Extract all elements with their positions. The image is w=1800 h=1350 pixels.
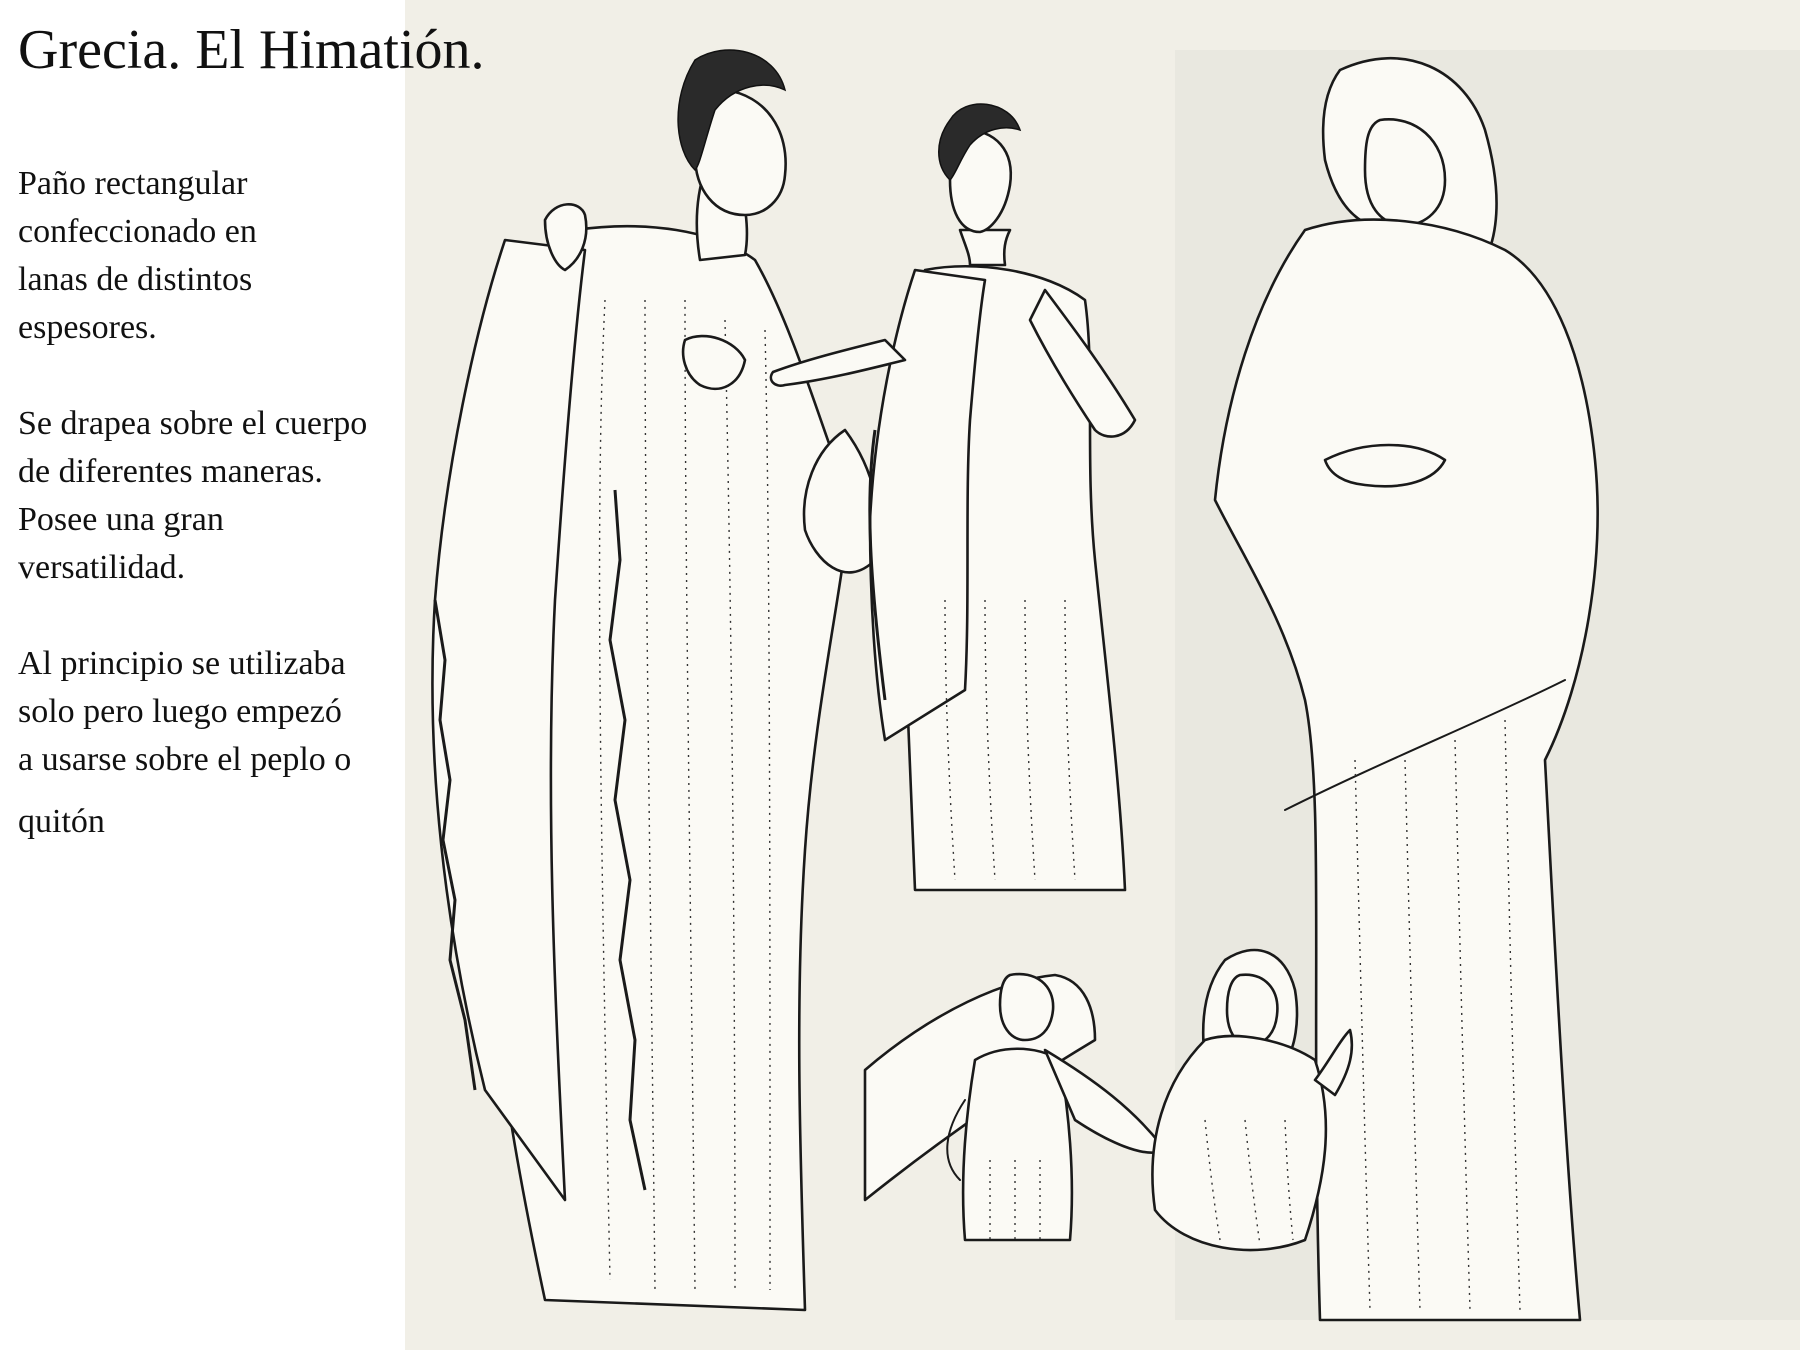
figure-woman-seated-with-veil <box>865 974 1165 1240</box>
figure-woman-holding-himation <box>432 50 878 1310</box>
paragraph-usage: Al principio se utilizaba solo pero luego empezó a usarse sobre el peplo o <box>18 645 352 778</box>
greek-costume-illustration <box>405 0 1800 1350</box>
paragraph-draping: Se drapea sobre el cuerpo de diferentes maneras. Posee una gran versatilidad. <box>18 405 368 586</box>
paragraph-usage-tail: quitón <box>18 803 105 840</box>
paragraph-fabric: Paño rectangular confeccionado en lanas de distintos espesores. <box>18 165 257 346</box>
line-drawing <box>405 0 1800 1350</box>
slide-title: Grecia. El Himatión. <box>18 19 485 81</box>
description-text <box>18 160 418 846</box>
